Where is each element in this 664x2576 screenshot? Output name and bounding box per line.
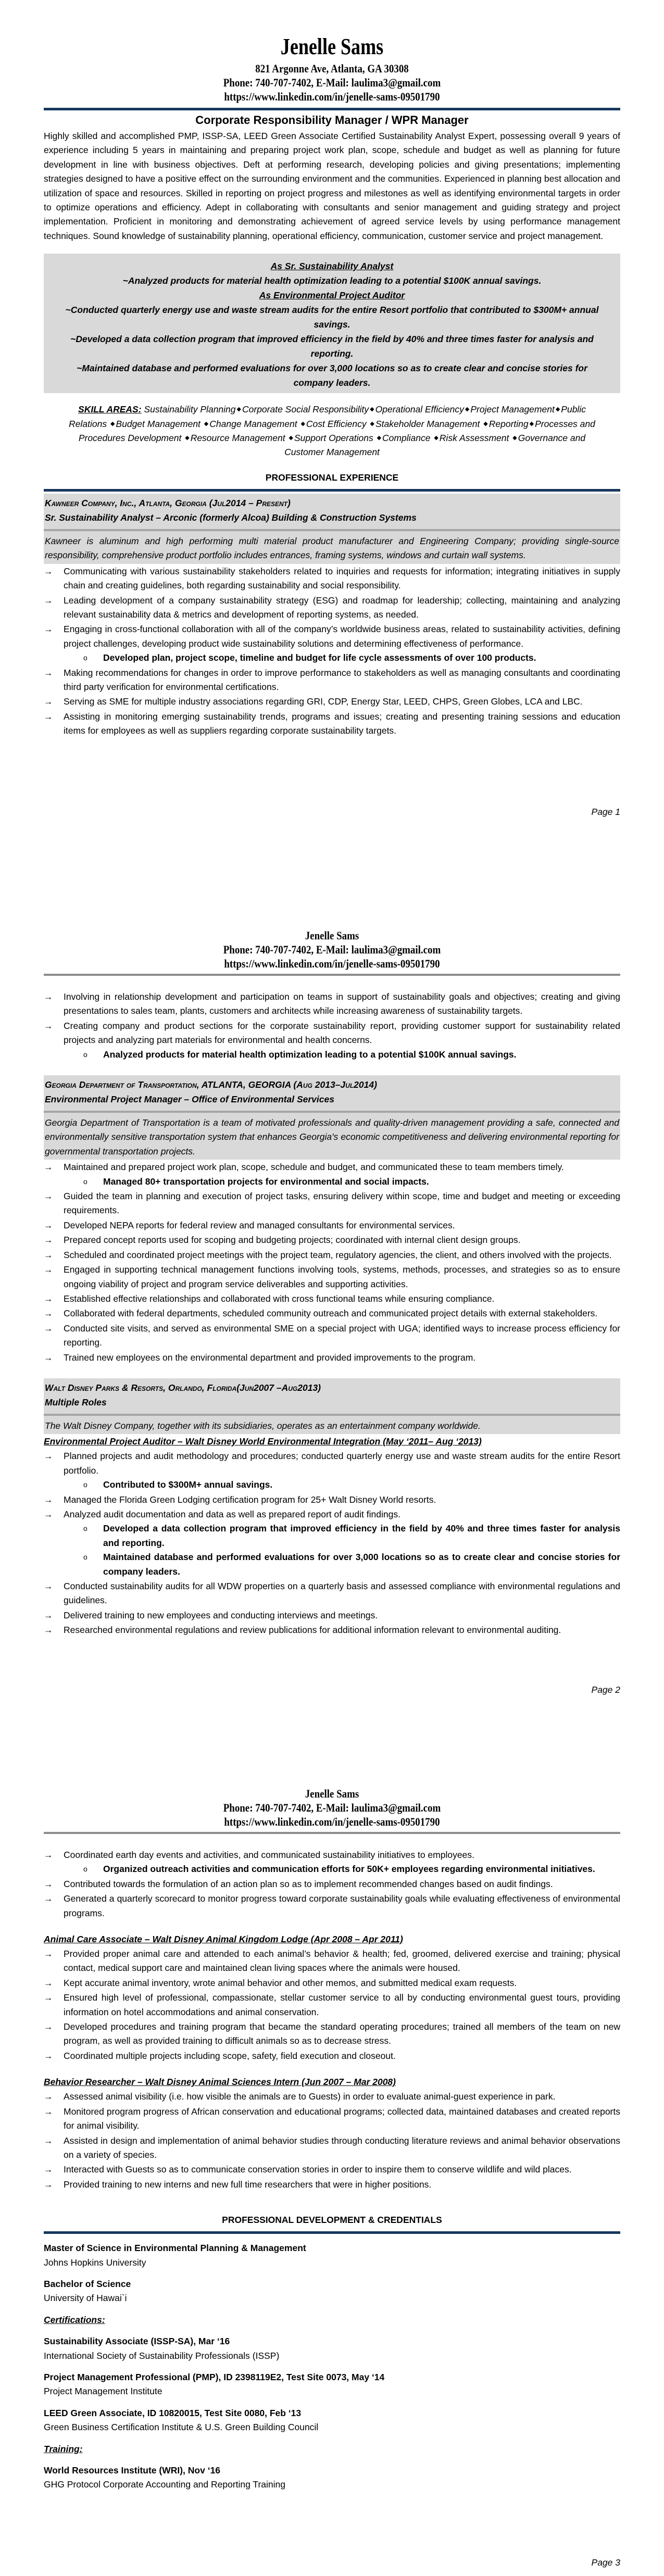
bullet-text: Contributed towards the formulation of an action plan so as to implement recommended changes based on audit findings. [64, 1878, 553, 1889]
bullet-text: Conducted sustainability audits for all WDW properties on a quarterly basis and assessed compliance with environmental regulations and guidelines. [64, 1581, 620, 1606]
page-number: Page 2 [591, 1685, 620, 1695]
certifications-heading: Certifications: [44, 2314, 105, 2325]
highlight-group-title: As Environmental Project Auditor [259, 290, 405, 301]
diamond-icon: ◆ [434, 435, 439, 442]
bullet-text: Interacted with Guests so as to communicate conservation stories in order to inspire them to conserve wildlife and wild places. [64, 2164, 572, 2175]
bullet-list [44, 2090, 620, 2192]
bullet-text: Provided proper animal care and attended to each animal’s behavior & health; fed, groomed, delivered exercise and training; physical contact, medical support care and maintained clean living spaces where the animals were housed. [64, 1949, 620, 1974]
bullet-text: Assisted in design and implementation of animal behavior studies through conducting literature reviews and animal behavior observations on a variety of species. [64, 2135, 620, 2160]
arrow-icon: → [44, 1323, 53, 1334]
list-item [44, 666, 620, 695]
achievement-text: Developed a data collection program that improved efficiency in the field by 40% and three times faster for analysis and reporting. [103, 1523, 620, 1548]
bullet-list [44, 1449, 620, 1637]
diamond-icon: ◆ [377, 435, 382, 442]
achievement-text: Organized outreach activities and communication efforts for 50K+ employees regarding environmental initiatives. [103, 1864, 595, 1875]
sub-item [44, 1522, 620, 1550]
circle-bullet-icon: o [83, 1480, 87, 1489]
bullet-text: Leading development of a company sustainability strategy (ESG) and roadmap for leadership; collecting, maintaining and analyzing relevant sustainability data & metrics and development of reporting systems, as needed. [64, 595, 620, 620]
bullet-text: Coordinated multiple projects including scope, safety, field execution and closeout. [64, 2050, 396, 2061]
diamond-icon: ◆ [204, 420, 209, 427]
list-item [44, 1507, 620, 1579]
arrow-icon: → [44, 1249, 53, 1260]
candidate-name: Jenelle Sams [305, 1787, 359, 1800]
skill-item: Budget Management [116, 418, 201, 429]
list-item [44, 2178, 620, 2192]
arrow-icon: → [44, 1850, 53, 1860]
headline: Corporate Responsibility Manager / WPR Manager [195, 114, 469, 127]
section-divider [44, 489, 620, 492]
list-item [44, 1351, 620, 1365]
certification-name: Sustainability Associate (ISSP-SA), Mar ‘16 [44, 2336, 230, 2347]
achievement-text: Analyzed products for material health optimization leading to a potential $100K annual savings. [103, 1049, 517, 1060]
list-item [44, 990, 620, 1019]
contact-line: Phone: 740-707-7402, E-Mail: laulima3@gmail.com [223, 943, 441, 956]
bullet-text: Provided training to new interns and new full time researchers that were in higher positions. [64, 2179, 432, 2190]
circle-bullet-icon: o [83, 1553, 87, 1562]
diamond-icon: ◆ [289, 435, 293, 442]
bullet-text: Ensured high level of professional, compassionate, stellar customer service to all by conducting environmental guest tours, providing information on hotel accommodations and animal conservation. [64, 1992, 620, 2017]
arrow-icon: → [44, 1264, 53, 1275]
list-item [44, 1449, 620, 1492]
list-item [44, 1493, 620, 1507]
arrow-icon: → [44, 2179, 53, 2190]
arrow-icon: → [44, 1293, 53, 1304]
page-3 [0, 1707, 664, 2576]
arrow-icon: → [44, 2050, 53, 2061]
arrow-icon: → [44, 2021, 53, 2032]
sub-list [64, 1175, 620, 1189]
sub-role-title: Environmental Project Auditor – Walt Disney World Environmental Integration (May ‘2011– Aug ‘2013) [44, 1436, 482, 1447]
arrow-icon: → [44, 2091, 53, 2102]
circle-bullet-icon: o [83, 654, 87, 662]
list-item [44, 1623, 620, 1637]
bullet-text: Engaging in cross-functional collaboration with all of the company’s worldwide business areas, related to sustainability activities, defining project challenges, developing product wide sustainability solutions and determining effectiveness of performance. [64, 624, 620, 649]
bullet-text: Communicating with various sustainability stakeholders related to inquiries and requests for information; integrating initiatives in supply chain and creating guidelines, both regarding sustainability and social responsibility. [64, 566, 620, 591]
list-item [44, 1189, 620, 1218]
sub-list [64, 1522, 620, 1579]
bullet-text: Researched environmental regulations and review publications for additional information relevant to environmental auditing. [64, 1625, 561, 1636]
circle-bullet-icon: o [83, 1050, 87, 1059]
skill-areas [59, 403, 605, 460]
list-item [44, 2020, 620, 2049]
list-item [44, 1976, 620, 1990]
arrow-icon: → [44, 1308, 53, 1319]
arrow-icon: → [44, 711, 53, 722]
list-item [44, 1892, 620, 1920]
header-divider [44, 108, 620, 110]
skill-item: Risk Assessment [439, 433, 509, 444]
section-title-credentials: PROFESSIONAL DEVELOPMENT & CREDENTIALS [222, 2215, 442, 2226]
education-item [44, 2277, 620, 2306]
list-item [44, 2163, 620, 2177]
bullet-text: Planned projects and audit methodology and procedures; conducted quarterly energy use and waste stream audits for the entire Resort portfolio. [64, 1451, 620, 1476]
list-item [44, 1292, 620, 1306]
linkedin-url[interactable]: https://www.linkedin.com/in/jenelle-sams-09501790 [224, 90, 440, 103]
highlight-item: ~Maintained database and performed evaluations for over 3,000 locations so as to create clear and concise stories for company leaders. [77, 363, 587, 388]
arrow-icon: → [44, 566, 53, 576]
achievement-text: Maintained database and performed evaluations for over 3,000 locations so as to create clear and concise stories for company leaders. [103, 1552, 620, 1577]
page-2 [0, 859, 664, 1707]
list-item [44, 1160, 620, 1189]
highlight-item: ~Developed a data collection program that improved efficiency in the field by 40% and three times faster for analysis and reporting. [70, 334, 594, 359]
company-line: Georgia Department of Transportation, ATLANTA, GEORGIA (Aug 2013–Jul2014) [45, 1079, 377, 1090]
bullet-text: Developed NEPA reports for federal review and managed consultants for environmental services. [64, 1220, 455, 1230]
candidate-name: Jenelle Sams [280, 34, 384, 59]
arrow-icon: → [44, 624, 53, 635]
list-item [44, 1218, 620, 1233]
diamond-icon: ◆ [465, 406, 470, 413]
highlight-group-title: As Sr. Sustainability Analyst [270, 261, 394, 272]
certification-item [44, 2370, 620, 2399]
diamond-icon: ◆ [110, 420, 115, 427]
list-item [44, 1263, 620, 1291]
bullet-text: Analyzed audit documentation and data as well as prepared report of audit findings. [64, 1509, 400, 1519]
diamond-icon: ◆ [185, 435, 190, 442]
list-item [44, 1306, 620, 1321]
diamond-icon: ◆ [370, 406, 374, 413]
skill-areas-label: SKILL AREAS: [78, 404, 142, 415]
list-item [44, 1579, 620, 1608]
list-item [44, 564, 620, 593]
bullet-list [44, 990, 620, 1062]
arrow-icon: → [44, 1977, 53, 1988]
bullet-text: Involving in relationship development and participation on teams in support of sustainability goals and objectives; creating and giving presentations to sales team, plants, customers and architects while increasing awareness of sustainability targets. [64, 991, 620, 1016]
job-divider [44, 1111, 620, 1113]
arrow-icon: → [44, 1893, 53, 1904]
certification-issuer: Green Business Certification Institute & U.S. Green Building Council [44, 2422, 319, 2433]
circle-bullet-icon: o [83, 1865, 87, 1874]
company-description: Kawneer is aluminum and high performing multi material product manufacturer and Engineering Company; providing single-source responsibility, comprehensive product portfolio includes entrances, framing systems, windows and curtain wall systems. [45, 535, 619, 561]
training-heading: Training: [44, 2443, 83, 2454]
bullet-text: Kept accurate animal inventory, wrote animal behavior and other memos, and submitted medical exam requests. [64, 1977, 517, 1988]
school: Johns Hopkins University [44, 2257, 146, 2268]
list-item [44, 1848, 620, 1877]
contact-line: Phone: 740-707-7402, E-Mail: laulima3@gmail.com [223, 76, 441, 89]
bullet-text: Prepared concept reports used for scoping and budgeting projects; coordinated with internal client design groups. [64, 1235, 521, 1246]
bullet-list [44, 1160, 620, 1365]
certification-name: Project Management Professional (PMP), ID 2398119E2, Test Site 0073, May ‘14 [44, 2371, 385, 2382]
list-item [44, 2105, 620, 2133]
skill-item: Support Operations [294, 433, 373, 444]
summary: Highly skilled and accomplished PMP, ISSP-SA, LEED Green Associate Certified Sustainability Analyst Expert, possessing overall 9 years of experience including 5 years in maintaining and preparing project work plan, scope, schedule and budget as well as planning for future development in line with business objectives. Deft at performing research, developing policies and giving presentations; implementing strategies designed to have a positive effect on the surrounding environment and the communities. Experienced in planning best allocation and utilization of space and resources. Skilled in reporting on project progress and milestones as well as identifying environmental targets in order to optimize operations and efficiency. Adept in collaborating with consultants and senior management and guiding strategy and project implementation. Proficient in monitoring and demonstrating achievement of agreed service levels by using performance management techniques. Sound knowledge of sustainability planning, operational efficiency, communication, customer service and project management. [44, 131, 620, 241]
circle-bullet-icon: o [83, 1177, 87, 1186]
diamond-icon: ◆ [555, 406, 560, 413]
highlight-item: ~Conducted quarterly energy use and waste stream audits for the entire Resort portfolio that contributed to $300M+ annual savings. [65, 305, 599, 330]
bullet-text: Assessed animal visibility (i.e. how visible the animals are to Guests) in order to evaluate animal-guest experience in park. [64, 2091, 556, 2102]
bullet-text: Assisting in monitoring emerging sustainability trends, programs and issues; creating and presenting training sessions and education items for employees as well as suppliers regarding corporate sustainability targets. [64, 711, 620, 736]
school: University of Hawai`i [44, 2293, 127, 2304]
bullet-text: Established effective relationships and collaborated with cross functional teams while ensuring compliance. [64, 1293, 495, 1304]
company-line: Walt Disney Parks & Resorts, Orlando, Florida(Jun2007 –Aug2013) [45, 1382, 321, 1393]
diamond-icon: ◆ [300, 420, 305, 427]
arrow-icon: → [44, 1235, 53, 1246]
candidate-name: Jenelle Sams [305, 929, 359, 942]
section-title-experience: PROFESSIONAL EXPERIENCE [265, 472, 399, 483]
certification-issuer: International Society of Sustainability Professionals (ISSP) [44, 2350, 280, 2361]
arrow-icon: → [44, 1949, 53, 1959]
list-item [44, 695, 620, 709]
degree: Master of Science in Environmental Planning & Management [44, 2243, 306, 2254]
list-item [44, 2134, 620, 2163]
skill-item: Compliance [382, 433, 431, 444]
degree: Bachelor of Science [44, 2278, 131, 2289]
list-item [44, 1248, 620, 1262]
company-line: Kawneer Company, Inc., Atlanta, Georgia (Jul2014 – Present) [45, 497, 291, 508]
highlight-item: ~Analyzed products for material health optimization leading to a potential $100K annual savings. [122, 275, 542, 286]
arrow-icon: → [44, 1352, 53, 1363]
bullet-list [44, 564, 620, 738]
training-detail: GHG Protocol Corporate Accounting and Reporting Training [44, 2479, 286, 2490]
education-item [44, 2241, 620, 2270]
arrow-icon: → [44, 2106, 53, 2117]
list-item [44, 1609, 620, 1623]
contact-line: Phone: 740-707-7402, E-Mail: laulima3@gmail.com [223, 1801, 441, 1814]
job-divider [44, 529, 620, 531]
training-item [44, 2464, 620, 2492]
bullet-text: Coordinated earth day events and activities, and communicated sustainability initiatives to employees. [64, 1850, 474, 1860]
sub-item [44, 1048, 620, 1062]
arrow-icon: → [44, 1581, 53, 1591]
sub-role-title: Behavior Researcher – Walt Disney Animal Sciences Intern (Jun 2007 – Mar 2008) [44, 2077, 396, 2088]
certification-item [44, 2406, 620, 2435]
company-description: Georgia Department of Transportation is a team of motivated professionals and quality-driven management providing a safe, connected and environmentally sensitive transportation system that enhances Georgia's economic competitiveness and delivering environmental reporting for governmental transportation projects. [45, 1117, 619, 1157]
sub-item [44, 651, 620, 665]
list-item [44, 2090, 620, 2104]
address: 821 Argonne Ave, Atlanta, GA 30308 [255, 62, 409, 75]
bullet-text: Generated a quarterly scorecard to monitor progress toward corporate sustainability goals while evaluating effectiveness of environmental programs. [64, 1893, 620, 1918]
sub-item [44, 1550, 620, 1579]
bullet-text: Collaborated with federal departments, scheduled community outreach and communicated project details with external stakeholders. [64, 1308, 598, 1319]
bullet-text: Managed the Florida Green Lodging certification program for 25+ Walt Disney World resorts. [64, 1494, 436, 1505]
circle-bullet-icon: o [83, 1524, 87, 1533]
list-item [44, 1877, 620, 1891]
bullet-text: Developed procedures and training program that became the standard operating procedures; trained all members of the team on new program, as well as provided training to difficult animals so as to decrease stress. [64, 2021, 620, 2046]
arrow-icon: → [44, 1191, 53, 1202]
arrow-icon: → [44, 1878, 53, 1889]
certification-issuer: Project Management Institute [44, 2386, 162, 2397]
bullet-text: Engaged in supporting technical management functions involving tools, systems, methods, processes, and strategies so as to ensure ongoing viability of project and program service deliverables and supporting activities. [64, 1264, 620, 1289]
arrow-icon: → [44, 1992, 53, 2003]
arrow-icon: → [44, 1610, 53, 1620]
skill-item: Public Relations [69, 404, 586, 429]
job-header-disney [44, 1378, 620, 1434]
bullet-list [44, 1947, 620, 2063]
arrow-icon: → [44, 991, 53, 1002]
skill-item: Stakeholder Management [375, 418, 480, 429]
list-item [44, 1947, 620, 1976]
skill-item: Operational Efficiency [375, 404, 464, 415]
skill-item: Cost Efficiency [306, 418, 367, 429]
company-description: The Walt Disney Company, together with its subsidiaries, operates as an entertainment company worldwide. [45, 1420, 481, 1431]
sub-item [44, 1175, 620, 1189]
role-line: Environmental Project Manager – Office of Environmental Services [45, 1094, 334, 1105]
sub-role-title: Animal Care Associate – Walt Disney Animal Kingdom Lodge (Apr 2008 – Apr 2011) [44, 1934, 403, 1945]
bullet-text: Delivered training to new employees and conducting interviews and meetings. [64, 1610, 378, 1620]
section-divider [44, 2231, 620, 2234]
sub-item [44, 1478, 620, 1492]
arrow-icon: → [44, 2164, 53, 2175]
arrow-icon: → [44, 1020, 53, 1031]
bullet-text: Serving as SME for multiple industry associations regarding GRI, CDP, Energy Star, LEED, CHPS, Green Globes, LCA and LBC. [64, 696, 583, 707]
arrow-icon: → [44, 1162, 53, 1173]
sub-list [64, 651, 620, 665]
diamond-icon: ◆ [483, 420, 488, 427]
list-item [44, 622, 620, 665]
job-divider [44, 1414, 620, 1416]
skill-item: Processes and Procedures Development [78, 418, 595, 444]
skill-item: Reporting [488, 418, 529, 429]
skill-item: Sustainability Planning [144, 404, 236, 415]
arrow-icon: → [44, 1451, 53, 1462]
bullet-text: Monitored program progress of African conservation and educational programs; collected data, maintained databases and created reports for animal visibility. [64, 2106, 620, 2131]
job-header-kawneer [44, 494, 620, 564]
skill-item: Corporate Social Responsibility [242, 404, 369, 415]
sub-list [64, 1048, 620, 1062]
bullet-text: Creating company and product sections for the corporate sustainability report, providing customer support for sustainability related projects and analyzing part materials for environmental and health concerns. [64, 1020, 620, 1046]
bullet-text: Scheduled and coordinated project meetings with the project team, regulatory agencies, the client, and others involved with the projects. [64, 1249, 612, 1260]
arrow-icon: → [44, 1494, 53, 1505]
diamond-icon: ◆ [529, 420, 534, 427]
bullet-text: Maintained and prepared project work plan, scope, schedule and budget, and communicated these to team members timely. [64, 1162, 564, 1173]
skill-item: Governance and Customer Management [284, 433, 586, 458]
list-item [44, 710, 620, 738]
arrow-icon: → [44, 1625, 53, 1636]
arrow-icon: → [44, 2135, 53, 2146]
sub-list [64, 1862, 620, 1876]
bullet-text: Making recommendations for changes in order to improve performance to stakeholders as well as managing consultants and coordinating third party verification for environmental certifications. [64, 667, 620, 692]
diamond-icon: ◆ [236, 406, 241, 413]
achievement-text: Contributed to $300M+ annual savings. [103, 1479, 273, 1490]
skill-item: Project Management [470, 404, 555, 415]
list-item [44, 1233, 620, 1247]
skill-item: Change Management [209, 418, 297, 429]
certification-name: LEED Green Associate, ID 10820015, Test Site 0080, Feb ‘13 [44, 2407, 302, 2418]
bullet-text: Trained new employees on the environmental department and provided improvements to the program. [64, 1352, 476, 1363]
list-item [44, 2049, 620, 2063]
page-1 [0, 0, 664, 859]
page-number: Page 3 [591, 2557, 620, 2568]
linkedin-url[interactable]: https://www.linkedin.com/in/jenelle-sams-09501790 [224, 1815, 440, 1828]
list-item [44, 1991, 620, 2019]
job-header-gdot [44, 1075, 620, 1160]
diamond-icon: ◆ [512, 435, 517, 442]
arrow-icon: → [44, 696, 53, 707]
diamond-icon: ◆ [370, 420, 374, 427]
sub-item [44, 1862, 620, 1876]
sub-list [64, 1478, 620, 1492]
skill-item: Resource Management [190, 433, 285, 444]
linkedin-url[interactable]: https://www.linkedin.com/in/jenelle-sams-09501790 [224, 957, 440, 970]
achievement-text: Developed plan, project scope, timeline and budget for life cycle assessments of over 100 products. [103, 652, 536, 663]
arrow-icon: → [44, 1220, 53, 1230]
arrow-icon: → [44, 595, 53, 606]
bullet-list [44, 1848, 620, 1920]
bullet-text: Guided the team in planning and execution of project tasks, ensuring delivery within scope, time and budget and meeting or exceeding requirements. [64, 1191, 620, 1216]
certification-item [44, 2334, 620, 2363]
training-name: World Resources Institute (WRI), Nov ‘16 [44, 2465, 221, 2476]
role-line: Sr. Sustainability Analyst – Arconic (formerly Alcoa) Building & Construction Systems [45, 512, 417, 523]
achievement-text: Managed 80+ transportation projects for environmental and social impacts. [103, 1176, 429, 1187]
bullet-text: Conducted site visits, and served as environmental SME on a special project with UGA; identified ways to increase process efficiency for reporting. [64, 1323, 620, 1348]
arrow-icon: → [44, 1509, 53, 1519]
role-line: Multiple Roles [45, 1397, 107, 1408]
list-item [44, 1322, 620, 1350]
arrow-icon: → [44, 667, 53, 678]
list-item [44, 594, 620, 622]
highlights-box [44, 254, 620, 393]
page-number: Page 1 [591, 807, 620, 817]
list-item [44, 1019, 620, 1062]
